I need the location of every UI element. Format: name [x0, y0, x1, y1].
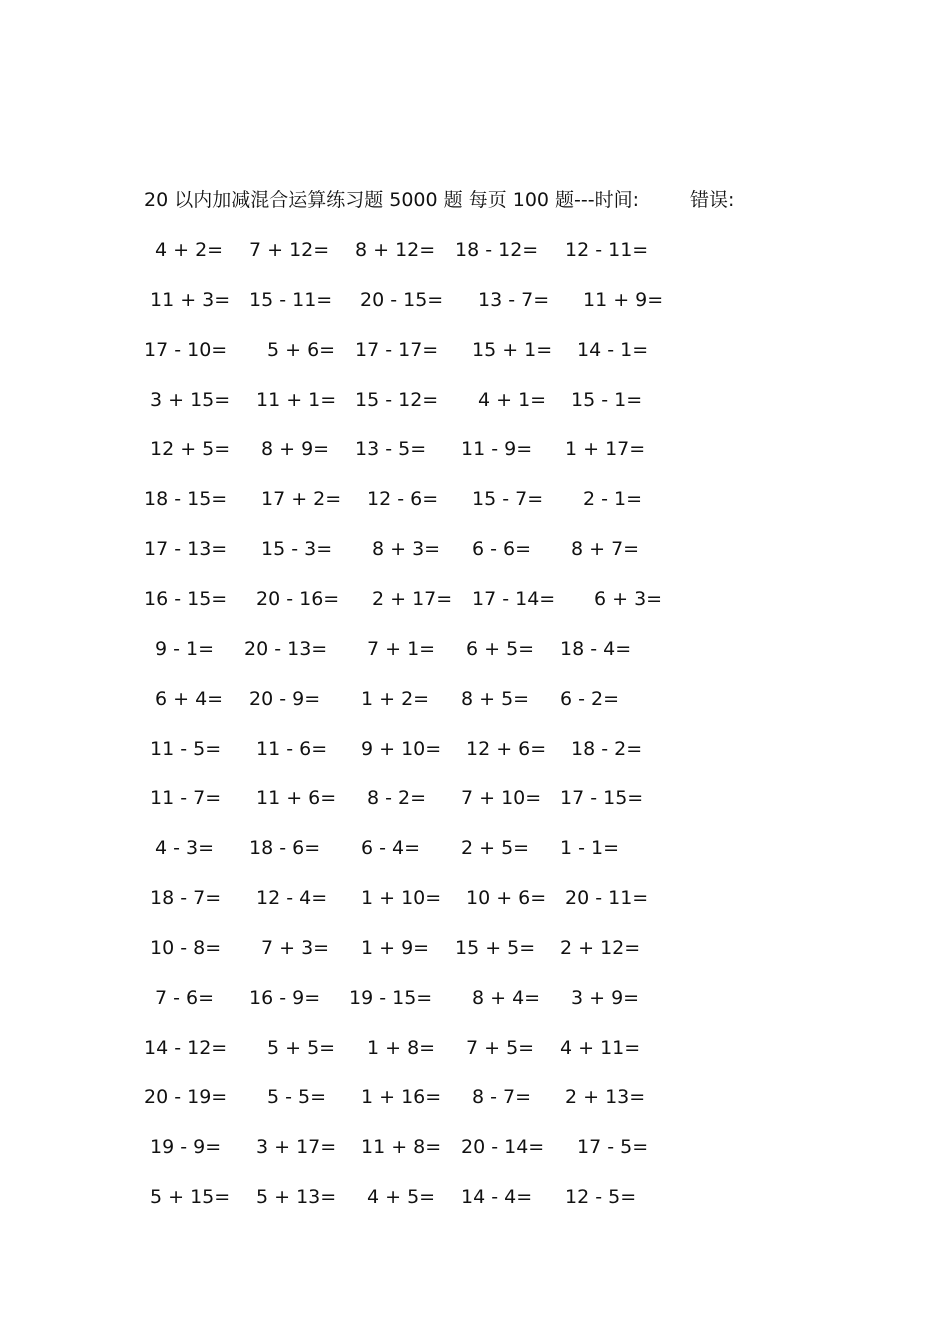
- problem-item: 11 - 5=: [150, 737, 222, 760]
- problem-item: 15 - 11=: [249, 288, 333, 311]
- problem-item: 5 - 5=: [267, 1086, 327, 1109]
- problem-item: 10 - 8=: [150, 936, 222, 959]
- problem-item: 4 - 3=: [155, 837, 215, 860]
- problem-item: 17 - 14=: [472, 587, 556, 610]
- problem-item: 19 - 15=: [349, 986, 433, 1009]
- problem-item: 5 + 13=: [256, 1186, 337, 1209]
- problem-item: 7 + 3=: [261, 936, 330, 959]
- problem-item: 11 + 1=: [256, 388, 337, 411]
- problem-item: 18 - 12=: [455, 239, 539, 261]
- problem-item: 20 - 15=: [360, 288, 444, 311]
- problem-item: 2 + 5=: [461, 837, 530, 860]
- problem-item: 14 - 1=: [577, 338, 649, 361]
- problem-item: 12 - 11=: [565, 239, 649, 261]
- problem-item: 18 - 2=: [571, 737, 643, 760]
- problem-item: 13 - 7=: [478, 288, 550, 311]
- problem-item: 3 + 9=: [571, 986, 640, 1009]
- problem-item: 7 + 1=: [367, 637, 436, 660]
- problem-item: 5 + 5=: [267, 1036, 336, 1059]
- problem-item: 4 + 5=: [367, 1186, 436, 1209]
- problem-item: 11 - 6=: [256, 737, 328, 760]
- problem-item: 20 - 13=: [244, 637, 328, 660]
- problem-item: 17 - 5=: [577, 1136, 649, 1159]
- worksheet-title: 20 以内加减混合运算练习题 5000 题 每页 100 题---时间:: [144, 189, 640, 211]
- problem-item: 4 + 1=: [478, 388, 547, 411]
- problem-item: 16 - 9=: [249, 986, 321, 1009]
- problem-item: 15 - 12=: [355, 388, 439, 411]
- problem-item: 8 + 9=: [261, 438, 330, 461]
- problem-item: 8 + 7=: [571, 538, 640, 561]
- problem-item: 15 - 7=: [472, 488, 544, 511]
- problem-item: 8 - 7=: [472, 1086, 532, 1109]
- problem-item: 17 - 17=: [355, 338, 439, 361]
- problem-item: 14 - 4=: [461, 1186, 533, 1209]
- problem-item: 3 + 15=: [150, 388, 231, 411]
- problem-item: 11 + 9=: [583, 288, 664, 311]
- problem-item: 11 - 9=: [461, 438, 533, 461]
- problem-item: 11 + 3=: [150, 288, 231, 311]
- problem-item: 7 + 12=: [249, 239, 330, 261]
- problem-item: 12 + 5=: [150, 438, 231, 461]
- problem-item: 1 + 16=: [361, 1086, 442, 1109]
- problem-item: 7 + 10=: [461, 787, 542, 810]
- problem-item: 6 + 5=: [466, 637, 535, 660]
- problem-item: 12 - 4=: [256, 887, 328, 910]
- problem-item: 18 - 4=: [560, 637, 632, 660]
- error-count-label: 错误:: [690, 189, 735, 211]
- problem-item: 6 + 4=: [155, 687, 224, 710]
- problem-item: 4 + 2=: [155, 239, 224, 261]
- problem-item: 8 + 3=: [372, 538, 441, 561]
- problem-item: 2 + 12=: [560, 936, 641, 959]
- problem-item: 8 - 2=: [367, 787, 427, 810]
- problem-item: 16 - 15=: [144, 587, 228, 610]
- problem-item: 6 - 2=: [560, 687, 620, 710]
- problem-item: 5 + 15=: [150, 1186, 231, 1209]
- problem-item: 6 + 3=: [594, 587, 663, 610]
- problem-item: 12 - 5=: [565, 1186, 637, 1209]
- problem-item: 1 - 1=: [560, 837, 620, 860]
- problem-item: 7 + 5=: [466, 1036, 535, 1059]
- problem-item: 17 - 10=: [144, 338, 228, 361]
- problem-item: 6 - 4=: [361, 837, 421, 860]
- problem-item: 12 + 6=: [466, 737, 547, 760]
- problem-item: 1 + 17=: [565, 438, 646, 461]
- problem-item: 18 - 7=: [150, 887, 222, 910]
- problem-item: 18 - 6=: [249, 837, 321, 860]
- problem-item: 18 - 15=: [144, 488, 228, 511]
- problem-item: 15 - 1=: [571, 388, 643, 411]
- problem-item: 9 - 1=: [155, 637, 215, 660]
- problem-item: 20 - 11=: [565, 887, 649, 910]
- problem-item: 19 - 9=: [150, 1136, 222, 1159]
- problem-item: 12 - 6=: [367, 488, 439, 511]
- problem-item: 17 - 13=: [144, 538, 228, 561]
- problem-item: 17 - 15=: [560, 787, 644, 810]
- problem-item: 2 - 1=: [583, 488, 643, 511]
- problem-item: 1 + 10=: [361, 887, 442, 910]
- problem-item: 1 + 9=: [361, 936, 430, 959]
- problem-item: 3 + 17=: [256, 1136, 337, 1159]
- problem-item: 6 - 6=: [472, 538, 532, 561]
- problem-item: 4 + 11=: [560, 1036, 641, 1059]
- problem-item: 11 - 7=: [150, 787, 222, 810]
- problem-item: 20 - 14=: [461, 1136, 545, 1159]
- problem-item: 8 + 12=: [355, 239, 436, 261]
- problem-item: 15 + 1=: [472, 338, 553, 361]
- problem-item: 11 + 6=: [256, 787, 337, 810]
- problem-item: 2 + 17=: [372, 587, 453, 610]
- problem-item: 17 + 2=: [261, 488, 342, 511]
- problem-item: 1 + 8=: [367, 1036, 436, 1059]
- problem-item: 13 - 5=: [355, 438, 427, 461]
- problem-item: 1 + 2=: [361, 687, 430, 710]
- problem-item: 2 + 13=: [565, 1086, 646, 1109]
- problem-item: 14 - 12=: [144, 1036, 228, 1059]
- problem-item: 20 - 9=: [249, 687, 321, 710]
- problem-item: 20 - 16=: [256, 587, 340, 610]
- problem-item: 15 - 3=: [261, 538, 333, 561]
- problem-item: 8 + 5=: [461, 687, 530, 710]
- problem-item: 8 + 4=: [472, 986, 541, 1009]
- problem-item: 15 + 5=: [455, 936, 536, 959]
- problem-item: 7 - 6=: [155, 986, 215, 1009]
- problem-item: 10 + 6=: [466, 887, 547, 910]
- problem-item: 20 - 19=: [144, 1086, 228, 1109]
- problem-item: 11 + 8=: [361, 1136, 442, 1159]
- problem-item: 5 + 6=: [267, 338, 336, 361]
- problem-item: 9 + 10=: [361, 737, 442, 760]
